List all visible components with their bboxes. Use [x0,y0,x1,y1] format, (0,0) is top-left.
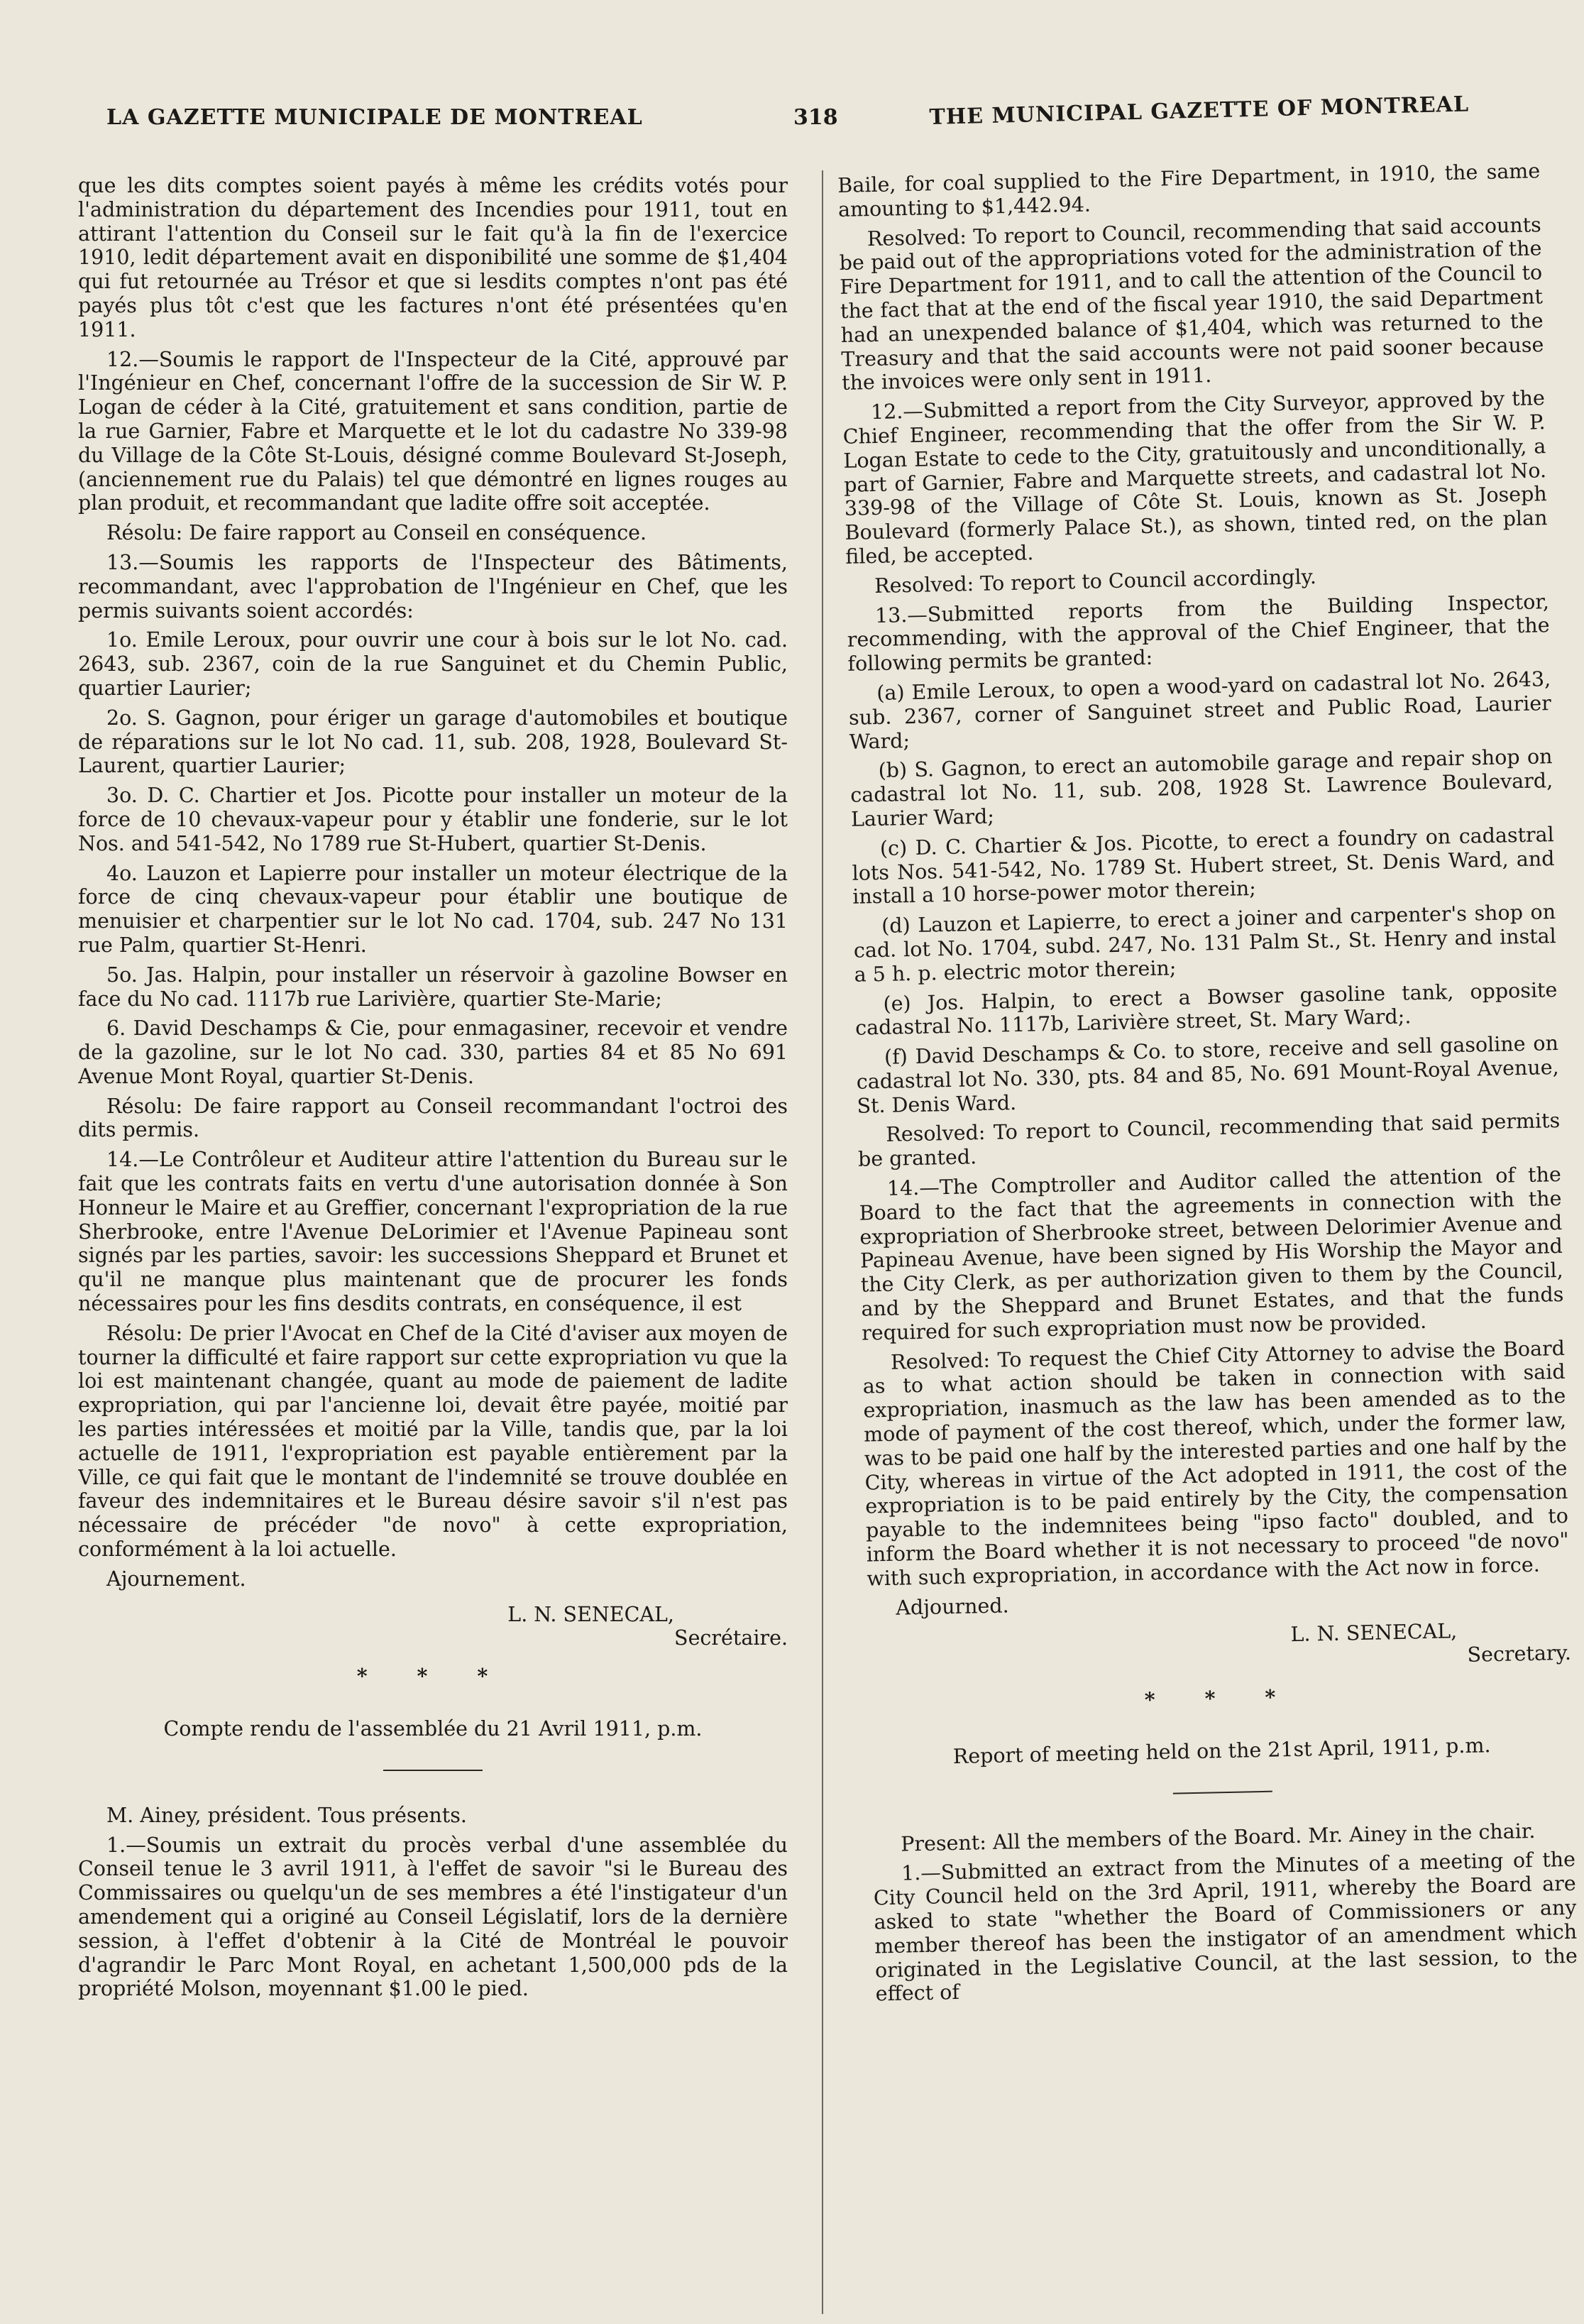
meeting-title: Report of meeting held on the 21st April, 1911, p.m. [952,1733,1491,1768]
adjournment: Adjourned. [895,1594,1009,1620]
meeting-title: Compte rendu de l'assemblée du 21 Avril 1911, p.m. [163,1717,703,1741]
paragraph: 14.—Le Contrôleur et Auditeur attire l'attention du Bureau sur le fait que les contrats faits en vertu d'une autorisation donnée à Son Honneur le Maire et au Greffier, concernant l'expropriation de la rue Sherbrooke, entre l'Avenue DeLorimier et l'Avenue Papineau sont signés par les parties, savoir: les successions Sheppard et Brunet et qu'il ne manque plus maintenant que de procurer les fonds nécessaires pour les fins desdits contrats, en conséquence, il est [78,1148,788,1316]
french-column [78,174,788,2311]
paragraph: (f) David Deschamps & Co. to store, receive and sell gasoline on cadastral lot No. 330, pts. 84 and 85, No. 691 Mount-Royal Avenue, St. Denis Ward. [856,1031,1559,1118]
paragraph: 1.—Submitted an extract from the Minutes of a meeting of the City Council held on the 3rd April, 1911, whereby the Board are asked to state "whether the Board of Commissioners or any member thereof has been the instigator of an amendment which originated in the Legislative Council, at the last session, to the effect of [873,1848,1578,2006]
horizontal-rule [1173,1790,1272,1794]
attendance: M. Ainey, président. Tous présents. [106,1803,467,1827]
paragraph: (a) Emile Leroux, to open a wood-yard on cadastral lot No. 2643, sub. 2367, corner of Sanguinet street and Public Road, Laurier Ward; [848,667,1552,754]
paragraph: Résolu: De prier l'Avocat en Chef de la Cité d'aviser aux moyen de tourner la difficulté et faire rapport sur cette expropriation vu que la loi est maintenant changée, quant au mode de paiement de ladite expropriation, qui par l'ancienne loi, devait être payée, moitié par les parties intéressées et moitié par la Ville, tandis que, par la loi actuelle de 1911, l'expropriation est payable entièrement par la Ville, ce qui fait que le montant de l'indemnité se trouve doublée en faveur des indemnitaires et le Bureau désire savoir s'il n'est pas nécessaire de précéder "de novo" à cette expropriation, conformément à la loi actuelle. [78,1321,788,1562]
paragraph: 12.—Submitted a report from the City Surveyor, approved by the Chief Engineer, recommending that the offer from the Sir W. P. Logan Estate to cede to the City, gratuitously and unconditionally, a part of Garnier, Fabre and Marquette streets, and cadastral lot No. 339-98 of the Village of Côte St. Louis, known as St. Joseph Boulevard (formerly Palace St.), as shown, tinted red, on the plan filed, be accepted. [842,386,1548,569]
paragraph: 6. David Deschamps & Cie, pour enmagasiner, recevoir et vendre de la gazoline, sur le lot No cad. 330, parties 84 et 85 No 691 Avenue Mont Royal, quartier St-Denis. [78,1016,788,1088]
paragraph: 2o. S. Gagnon, pour ériger un garage d'automobiles et boutique de réparations sur le lot No cad. 11, sub. 208, 1928, Boulevard St-Laurent, quartier Laurier; [78,706,788,778]
signature-name: L. N. SENECAL, [507,1602,674,1626]
section-separator: * * * [356,1664,510,1689]
paragraph: 12.—Soumis le rapport de l'Inspecteur de la Cité, approuvé par l'Ingénieur en Chef, concernant l'offre de la succession de Sir W. P. Logan de céder à la Cité, gratuitement et sans condition, partie de la rue Garnier, Fabre et Marquette et le lot du cadastre No 339-98 du Village de la Côte St-Louis, désigné comme Boulevard St-Joseph, (anciennement rue du Palais) tel que démontré en lignes rouges au plan produit, et recommandant que ladite offre soit acceptée. [78,347,788,515]
header-french-title: LA GAZETTE MUNICIPALE DE MONTREAL [106,105,643,130]
english-column [837,159,1584,2310]
paragraph: (e) Jos. Halpin, to erect a Bowser gasoline tank, opposite cadastral No. 1117b, Larivière street, St. Mary Ward;. [854,977,1558,1041]
paragraph: 14.—The Comptroller and Auditor called the attention of the Board to the fact that the agreements in connection with the expropriation of Sherbrooke street, between Delorimier Avenue and Papineau Avenue, have been signed by His Worship the Mayor and the City Clerk, as per authorization given to them by the Council, and by the Sheppard and Brunet Estates, and that the funds required for such expropriation must now be provided. [859,1163,1564,1345]
paragraph: Resolved: To report to Council, recommending that said permits be granted. [857,1109,1561,1171]
paragraph: Résolu: De faire rapport au Conseil en conséquence. [106,521,647,545]
attendance: Present: All the members of the Board. Mr. Ainey in the chair. [900,1819,1536,1856]
paragraph: 5o. Jas. Halpin, pour installer un réservoir à gazoline Bowser en face du No cad. 1117b rue Larivière, quartier Ste-Marie; [78,963,788,1011]
section-separator: * * * [1144,1684,1297,1712]
paragraph: Resolved: To report to Council accordingly. [874,564,1317,598]
paragraph: 13.—Soumis les rapports de l'Inspecteur des Bâtiments, recommandant, avec l'approbation de l'Ingénieur en Chef, que les permis suivants soient accordés: [78,550,788,623]
paragraph: 3o. D. C. Chartier et Jos. Picotte pour installer un moteur de la force de 10 chevaux-vapeur pour y établir une fonderie, sur le lot Nos. and 541-542, No 1789 rue St-Hubert, quartier St-Denis. [78,784,788,855]
adjournment: Ajournement. [106,1567,246,1591]
paragraph: Baile, for coal supplied to the Fire Department, in 1910, the same amounting to $1,442.94. [837,159,1541,221]
horizontal-rule [383,1770,483,1771]
paragraph: 1.—Soumis un extrait du procès verbal d'une assemblée du Conseil tenue le 3 avril 1911, à l'effet de savoir "si le Bureau des Commissaires ou quelqu'un de ses membres a été l'instigateur d'un amendement qui a originé au Conseil Législatif, lors de la dernière session, à l'effet d'obtenir à la Cité de Montréal le pouvoir d'agrandir le Parc Mont Royal, en achetant 1,500,000 pds de la propriété Molson, moyennant $1.00 le pied. [78,1833,788,2001]
paragraph: 13.—Submitted reports from the Building Inspector, recommending, with the approval of the Chief Engineer, that the following permits be granted: [847,589,1550,676]
page-header [106,92,1513,142]
paragraph: 1o. Emile Leroux, pour ouvrir une cour à bois sur le lot No. cad. 2643, sub. 2367, coin de la rue Sanguinet et du Chemin Public, quartier Laurier; [78,628,788,700]
signature-name: L. N. SENECAL, [1290,1619,1458,1647]
paragraph: que les dits comptes soient payés à même les crédits votés pour l'administration du département des Incendies pour 1911, tout en attirant l'attention du Conseil sur le fait qu'à la fin de l'exercice 1910, ledit département avait en disponibilité une somme de $1,404 qui fut retournée au Trésor et que si lesdits comptes n'ont pas été payés plus tôt c'est que les factures n'ont été présentées qu'en 1911. [78,174,788,341]
column-divider [822,170,823,2314]
paragraph: (b) S. Gagnon, to erect an automobile garage and repair shop on cadastral lot No. 11, sub. 208, 1928 St. Lawrence Boulevard, Laurier Ward; [849,745,1553,831]
signature-title: Secretary. [1467,1641,1572,1667]
paragraph: Résolu: De faire rapport au Conseil recommandant l'octroi des dits permis. [78,1094,788,1142]
header-english-title: THE MUNICIPAL GAZETTE OF MONTREAL [929,92,1470,130]
paragraph: 4o. Lauzon et Lapierre pour installer un moteur électrique de la force de cinq chevaux-vapeur pour établir une boutique de menuisier et charpentier sur le lot No cad. 1704, sub. 247 No 131 rue Palm, quartier St-Henri. [78,861,788,957]
paragraph: Resolved: To request the Chief City Attorney to advise the Board as to what action should be taken in connection with said expropriation, inasmuch as the law has been amended as to the mode of payment of the cost thereof, which, under the former law, was to be paid one half by the interested parties and one half by the City, whereas in virtue of the Act adopted in 1911, the cost of the expropriation is to be paid entirely by the City, the compensation payable to the indemnitees being "ipso facto" doubled, and to inform the Board whether it is not necessary to proceed "de novo" with such expropriation, in accordance with the Act now in force. [862,1336,1569,1591]
paragraph: Resolved: To report to Council, recommending that said accounts be paid out of the appropriations voted for the administration of the Fire Department for 1911, and to call the attention of the Council to the fact that at the end of the fiscal year 1910, the said Department had an unexpended balance of $1,404, which was returned to the Treasury and that the said accounts were not paid sooner because the invoices were only sent in 1911. [839,212,1544,395]
signature-title: Secrétaire. [674,1626,788,1650]
page-number: 318 [793,105,838,130]
paragraph: (d) Lauzon et Lapierre, to erect a joiner and carpenter's shop on cad. lot No. 1704, subd. 247, No. 131 Palm St., St. Henry and instal a 5 h. p. electric motor therein; [853,900,1557,987]
paragraph: (c) D. C. Chartier & Jos. Picotte, to erect a foundry on cadastral lots Nos. 541-542, No. 1789 St. Hubert street, St. Denis Ward, and install a 10 horse-power motor therein; [852,822,1555,909]
